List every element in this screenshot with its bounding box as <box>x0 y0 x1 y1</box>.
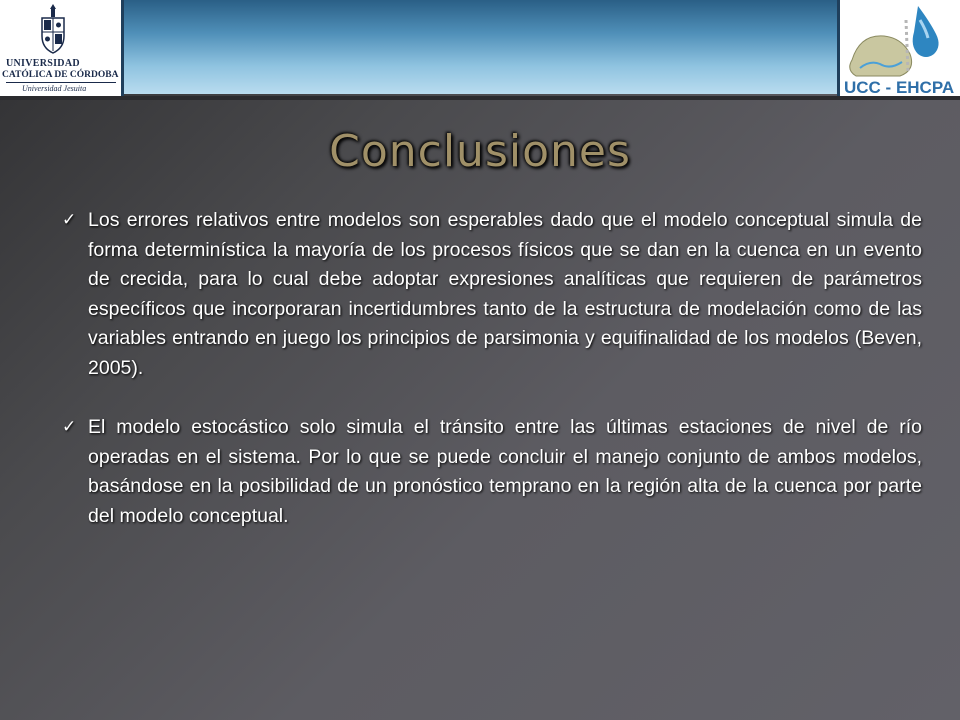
ehcpa-logo <box>840 0 960 96</box>
slide-title: Conclusiones <box>329 126 631 177</box>
header-banner <box>124 0 837 94</box>
ehcpa-logo-text: UCC - EHCPA <box>844 78 955 96</box>
bullet-item <box>62 413 922 531</box>
bullet-text: El modelo estocástico solo simula el tránsito entre las últimas estaciones de nivel de río operadas en el sistema. Por lo que se puede concluir el manejo conjunto de ambos modelos, basándose en la posibilidad de un pronóstico temprano en la región alta de la cuenca por parte del modelo conceptual. <box>88 416 922 527</box>
bullet-text: Los errores relativos entre modelos son esperables dado que el modelo conceptual simula de forma determinística la mayoría de los procesos físicos que se dan en la cuenca en un evento de crecida, para lo cual debe adoptar expresiones analíticas que requieren de parámetros específicos que incorporaran incertidumbres tanto de la estructura de modelación como de las variables entrando en juego los principios de parsimonia y equifinalidad de los modelos (Beven, 2005). <box>88 209 922 379</box>
checkmark-icon: ✓ <box>62 417 77 437</box>
checkmark-icon: ✓ <box>62 210 77 230</box>
slide-header <box>0 0 960 100</box>
university-name-line2: CATÓLICA DE CÓRDOBA <box>2 70 119 80</box>
university-name-line1: UNIVERSIDAD <box>6 58 80 69</box>
logo-divider <box>6 82 116 83</box>
header-bottom-bar <box>0 96 960 100</box>
water-drop-logo-icon <box>840 0 960 96</box>
university-crest-icon <box>40 4 66 54</box>
university-motto: Universidad Jesuita <box>22 84 87 93</box>
university-logo <box>0 0 121 96</box>
bullet-item <box>62 206 922 383</box>
slide-content <box>62 206 922 531</box>
